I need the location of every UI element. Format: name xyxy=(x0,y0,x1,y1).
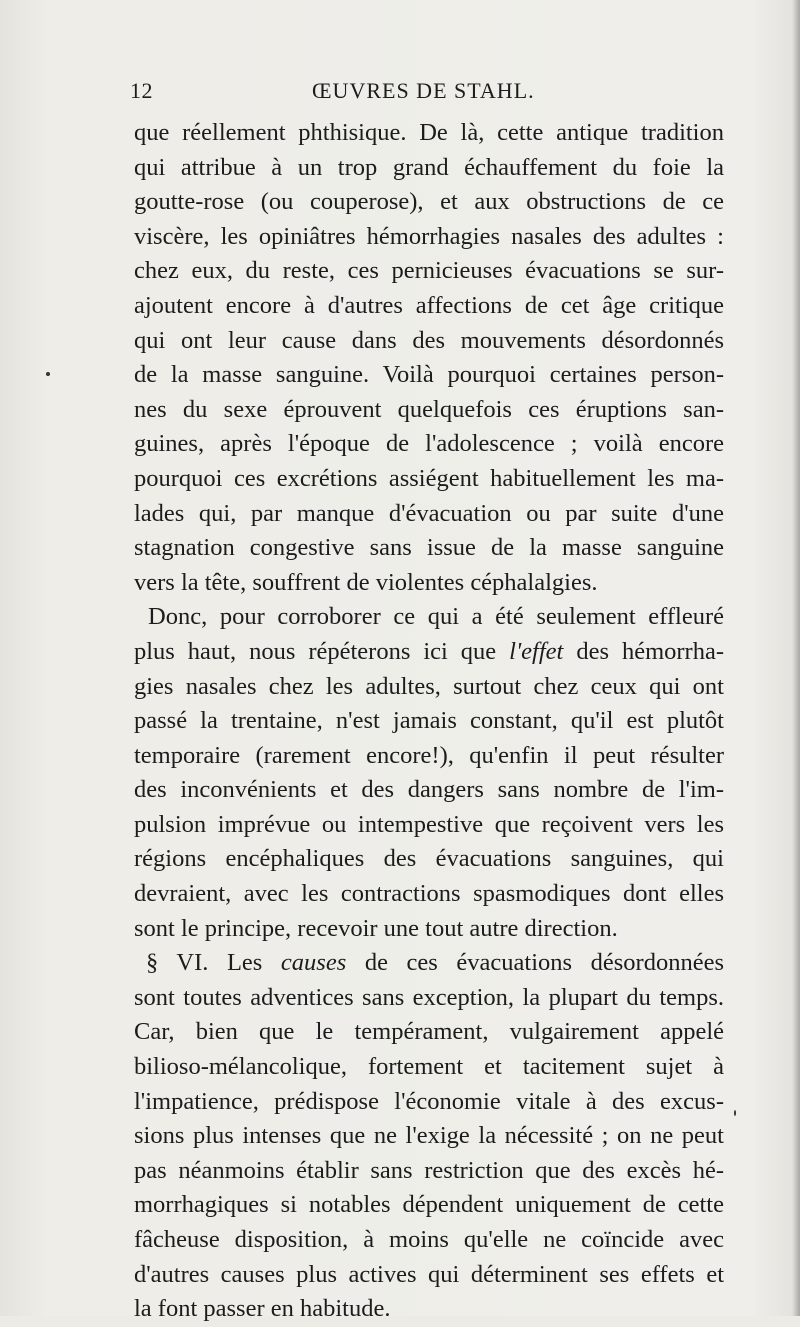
line-text: de ces évacuations désordonnées xyxy=(364,949,725,977)
text-line: pas néanmoins établir sans restriction que des excès hé- xyxy=(134,1156,724,1184)
print-speck xyxy=(46,372,50,376)
text-line: chez eux, du reste, ces pernicieuses évacuations se sur- xyxy=(134,257,724,285)
text-line: la font passer en habitude. xyxy=(134,1295,391,1323)
text-line: bilioso-mélancolique, fortement et tacitement sujet à xyxy=(134,1053,724,1081)
italic-word: l'effet xyxy=(509,637,564,665)
text-line: ajoutent encore à d'autres affections de cet âge critique xyxy=(134,291,724,319)
text-line: morrhagiques si notables dépendent uniquement de cette xyxy=(134,1191,724,1219)
text-line: régions encéphaliques des évacuations sanguines, qui xyxy=(134,845,724,873)
text-line: temporaire (rarement encore!), qu'enfin il peut résulter xyxy=(134,741,724,769)
text-line-with-italic xyxy=(134,635,724,670)
line-text: des hémorrha- xyxy=(576,637,724,665)
text-line: pourquoi ces excrétions assiégent habituellement les ma- xyxy=(134,464,724,492)
text-line: lades qui, par manque d'évacuation ou par suite d'une xyxy=(134,499,724,527)
text-line: nes du sexe éprouvent quelquefois ces éruptions san- xyxy=(134,395,724,423)
text-line: qui ont leur cause dans des mouvements désordonnés xyxy=(134,326,724,354)
section-label: § VI. Les xyxy=(146,949,263,977)
text-line: guines, après l'époque de l'adolescence ; voilà encore xyxy=(134,430,724,458)
text-line: vers la tête, souffrent de violentes céphalalgies. xyxy=(134,568,598,596)
text-line: fâcheuse disposition, à moins qu'elle ne coïncide avec xyxy=(134,1226,724,1253)
text-line: qui attribue à un trop grand échauffement du foie la xyxy=(134,153,724,181)
text-line: de la masse sanguine. Voilà pourquoi certaines person- xyxy=(134,361,724,389)
text-line: sions plus intenses que ne l'exige la nécessité ; on ne peut xyxy=(134,1122,724,1150)
paragraph-start-line: Donc, pour corroborer ce qui a été seulement effleuré xyxy=(148,603,724,631)
text-line: d'autres causes plus actives qui déterminent ses effets et xyxy=(134,1260,724,1288)
page-number: 12 xyxy=(130,78,153,103)
text-line: Car, bien que le tempérament, vulgairement appelé xyxy=(134,1018,724,1046)
body-text xyxy=(134,116,724,1327)
italic-word: causes xyxy=(280,949,347,977)
text-line: des inconvénients et des dangers sans nombre de l'im- xyxy=(134,776,724,804)
text-line: gies nasales chez les adultes, surtout chez ceux qui ont xyxy=(134,672,724,700)
running-title: ŒUVRES DE STAHL. xyxy=(312,78,535,103)
text-line: l'impatience, prédispose l'économie vitale à des excus- xyxy=(134,1087,724,1115)
text-line: viscère, les opiniâtres hémorrhagies nasales des adultes : xyxy=(134,222,724,250)
text-line: devraient, avec les contractions spasmodiques dont elles xyxy=(134,880,724,908)
section-start-line xyxy=(134,946,724,981)
page-edge-shadow xyxy=(792,0,800,1316)
print-speck xyxy=(734,1110,736,1116)
text-line: passé la trentaine, n'est jamais constant, qu'il est plutôt xyxy=(134,707,724,735)
text-line: sont le principe, recevoir une tout autre direction. xyxy=(134,914,618,942)
text-line: stagnation congestive sans issue de la masse sanguine xyxy=(134,534,724,562)
text-line: pulsion imprévue ou intempestive que reçoivent vers les xyxy=(134,810,724,838)
text-line: goutte-rose (ou couperose), et aux obstructions de ce xyxy=(134,188,724,216)
text-line: que réellement phthisique. De là, cette antique tradition xyxy=(134,119,724,146)
text-line: sont toutes adventices sans exception, la plupart du temps. xyxy=(134,983,724,1011)
line-text: plus haut, nous répéterons ici que xyxy=(134,637,497,665)
running-header xyxy=(130,78,730,114)
